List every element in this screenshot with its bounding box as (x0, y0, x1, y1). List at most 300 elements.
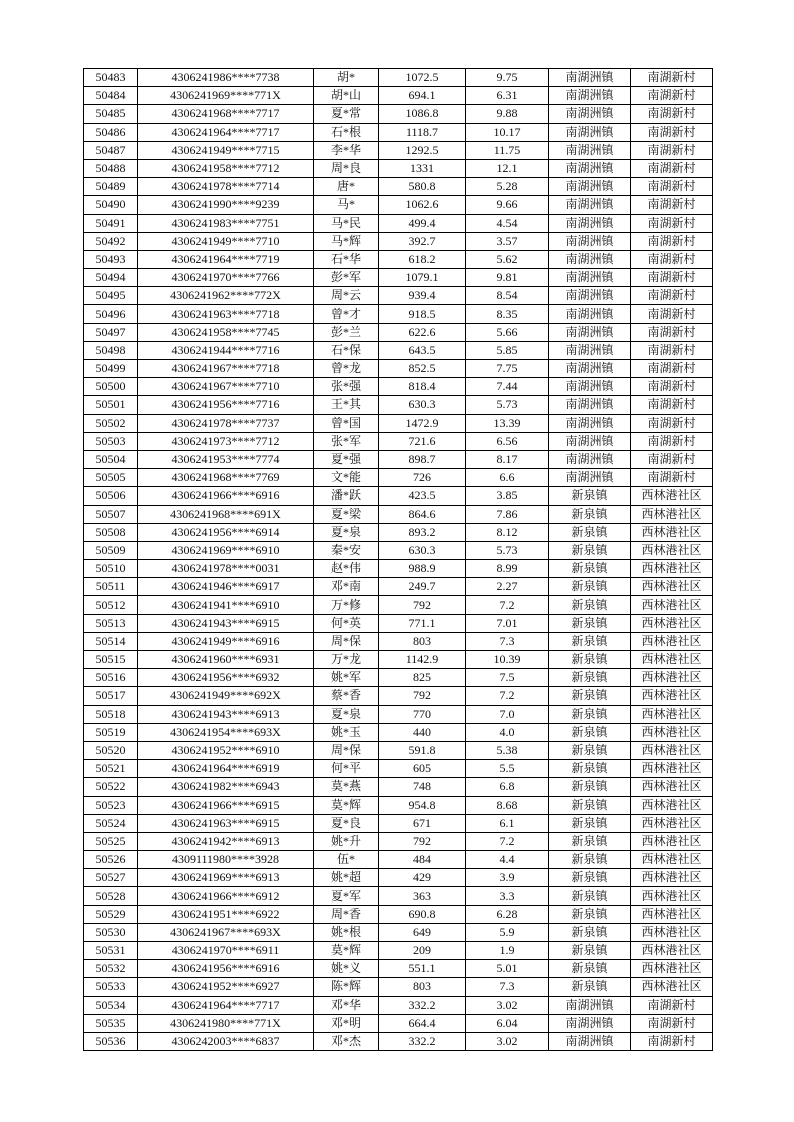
cell-seq: 50503 (84, 432, 138, 450)
cell-name: 周*云 (314, 287, 379, 305)
cell-id-number: 4306241966****6912 (138, 887, 314, 905)
cell-town: 新泉镇 (549, 869, 631, 887)
cell-seq: 50531 (84, 942, 138, 960)
cell-name: 马*辉 (314, 232, 379, 250)
cell-id-number: 4306241949****6916 (138, 632, 314, 650)
cell-amount: 726 (379, 469, 466, 487)
cell-town: 南湖洲镇 (549, 159, 631, 177)
cell-id-number: 4306241967****693X (138, 923, 314, 941)
cell-amount: 1142.9 (379, 651, 466, 669)
cell-name: 何*平 (314, 760, 379, 778)
cell-name: 文*能 (314, 469, 379, 487)
cell-village: 南湖新村 (631, 414, 713, 432)
table-row (84, 560, 713, 578)
cell-value: 9.66 (466, 196, 549, 214)
cell-seq: 50498 (84, 341, 138, 359)
cell-village: 南湖新村 (631, 159, 713, 177)
cell-value: 3.3 (466, 887, 549, 905)
cell-id-number: 4306241986****7738 (138, 69, 314, 87)
cell-id-number: 4306241978****7714 (138, 178, 314, 196)
table-row (84, 978, 713, 996)
cell-value: 7.5 (466, 669, 549, 687)
cell-amount: 1331 (379, 159, 466, 177)
cell-name: 夏*梁 (314, 505, 379, 523)
cell-village: 南湖新村 (631, 232, 713, 250)
cell-name: 胡*山 (314, 87, 379, 105)
cell-seq: 50532 (84, 960, 138, 978)
cell-seq: 50525 (84, 832, 138, 850)
cell-town: 新泉镇 (549, 832, 631, 850)
cell-value: 9.88 (466, 105, 549, 123)
cell-amount: 580.8 (379, 178, 466, 196)
cell-name: 夏*泉 (314, 523, 379, 541)
cell-seq: 50513 (84, 614, 138, 632)
cell-amount: 209 (379, 942, 466, 960)
cell-id-number: 4306241963****6915 (138, 814, 314, 832)
cell-amount: 664.4 (379, 1014, 466, 1032)
cell-seq: 50485 (84, 105, 138, 123)
cell-amount: 618.2 (379, 250, 466, 268)
table-row (84, 305, 713, 323)
cell-seq: 50505 (84, 469, 138, 487)
cell-village: 南湖新村 (631, 269, 713, 287)
cell-amount: 499.4 (379, 214, 466, 232)
cell-seq: 50522 (84, 778, 138, 796)
cell-amount: 630.3 (379, 541, 466, 559)
table-row (84, 1014, 713, 1032)
cell-value: 8.99 (466, 560, 549, 578)
cell-value: 5.28 (466, 178, 549, 196)
cell-seq: 50489 (84, 178, 138, 196)
cell-name: 夏*常 (314, 105, 379, 123)
cell-amount: 440 (379, 723, 466, 741)
table-row (84, 741, 713, 759)
cell-value: 3.57 (466, 232, 549, 250)
cell-amount: 551.1 (379, 960, 466, 978)
cell-seq: 50534 (84, 996, 138, 1014)
cell-id-number: 4306241956****6916 (138, 960, 314, 978)
cell-id-number: 4306241973****7712 (138, 432, 314, 450)
cell-value: 5.66 (466, 323, 549, 341)
table-row (84, 250, 713, 268)
cell-name: 姚*根 (314, 923, 379, 941)
cell-value: 6.31 (466, 87, 549, 105)
cell-value: 6.56 (466, 432, 549, 450)
cell-town: 新泉镇 (549, 887, 631, 905)
table-row (84, 87, 713, 105)
cell-name: 邓*华 (314, 996, 379, 1014)
cell-village: 西林港社区 (631, 960, 713, 978)
table-row (84, 614, 713, 632)
cell-value: 8.68 (466, 796, 549, 814)
cell-value: 9.75 (466, 69, 549, 87)
cell-value: 6.28 (466, 905, 549, 923)
cell-name: 彭*兰 (314, 323, 379, 341)
cell-town: 南湖洲镇 (549, 432, 631, 450)
cell-name: 邓*杰 (314, 1032, 379, 1050)
cell-amount: 792 (379, 596, 466, 614)
cell-village: 西林港社区 (631, 505, 713, 523)
cell-value: 3.02 (466, 996, 549, 1014)
cell-village: 南湖新村 (631, 341, 713, 359)
cell-name: 万*修 (314, 596, 379, 614)
cell-id-number: 4306241967****7710 (138, 378, 314, 396)
table-row (84, 996, 713, 1014)
cell-amount: 484 (379, 851, 466, 869)
cell-id-number: 4306241951****6922 (138, 905, 314, 923)
cell-id-number: 4306241942****6913 (138, 832, 314, 850)
cell-id-number: 4306241946****6917 (138, 578, 314, 596)
cell-id-number: 4306241960****6931 (138, 651, 314, 669)
cell-value: 6.1 (466, 814, 549, 832)
cell-id-number: 4306241949****7715 (138, 141, 314, 159)
cell-town: 新泉镇 (549, 905, 631, 923)
cell-amount: 893.2 (379, 523, 466, 541)
cell-amount: 770 (379, 705, 466, 723)
cell-name: 莫*辉 (314, 942, 379, 960)
cell-town: 南湖洲镇 (549, 87, 631, 105)
cell-seq: 50493 (84, 250, 138, 268)
cell-value: 4.0 (466, 723, 549, 741)
cell-seq: 50527 (84, 869, 138, 887)
table-row (84, 651, 713, 669)
cell-value: 4.54 (466, 214, 549, 232)
cell-amount: 332.2 (379, 1032, 466, 1050)
table-row (84, 505, 713, 523)
cell-id-number: 4306241970****7766 (138, 269, 314, 287)
cell-id-number: 4306241970****6911 (138, 942, 314, 960)
cell-village: 西林港社区 (631, 796, 713, 814)
cell-seq: 50484 (84, 87, 138, 105)
cell-seq: 50535 (84, 1014, 138, 1032)
cell-name: 唐* (314, 178, 379, 196)
cell-value: 8.12 (466, 523, 549, 541)
cell-amount: 643.5 (379, 341, 466, 359)
cell-amount: 1072.5 (379, 69, 466, 87)
table-row (84, 796, 713, 814)
cell-id-number: 4306241966****6915 (138, 796, 314, 814)
cell-id-number: 4306241944****7716 (138, 341, 314, 359)
table-row (84, 723, 713, 741)
table-row (84, 360, 713, 378)
cell-amount: 771.1 (379, 614, 466, 632)
cell-amount: 1086.8 (379, 105, 466, 123)
cell-name: 石*根 (314, 123, 379, 141)
cell-amount: 1062.6 (379, 196, 466, 214)
cell-town: 南湖洲镇 (549, 414, 631, 432)
table-row (84, 760, 713, 778)
cell-town: 新泉镇 (549, 851, 631, 869)
cell-amount: 694.1 (379, 87, 466, 105)
cell-town: 新泉镇 (549, 741, 631, 759)
cell-name: 姚*升 (314, 832, 379, 850)
cell-id-number: 4306241968****691X (138, 505, 314, 523)
cell-town: 南湖洲镇 (549, 69, 631, 87)
cell-town: 新泉镇 (549, 560, 631, 578)
cell-seq: 50524 (84, 814, 138, 832)
cell-name: 马*民 (314, 214, 379, 232)
cell-seq: 50526 (84, 851, 138, 869)
cell-amount: 1292.5 (379, 141, 466, 159)
cell-seq: 50521 (84, 760, 138, 778)
cell-value: 2.27 (466, 578, 549, 596)
cell-name: 王*其 (314, 396, 379, 414)
cell-amount: 721.6 (379, 432, 466, 450)
cell-name: 夏*强 (314, 450, 379, 468)
cell-seq: 50515 (84, 651, 138, 669)
cell-name: 姚*玉 (314, 723, 379, 741)
cell-name: 张*军 (314, 432, 379, 450)
cell-value: 5.73 (466, 396, 549, 414)
table-row (84, 687, 713, 705)
cell-village: 南湖新村 (631, 996, 713, 1014)
cell-name: 秦*安 (314, 541, 379, 559)
cell-amount: 249.7 (379, 578, 466, 596)
cell-seq: 50500 (84, 378, 138, 396)
cell-village: 南湖新村 (631, 360, 713, 378)
cell-town: 南湖洲镇 (549, 141, 631, 159)
table-row (84, 287, 713, 305)
table-row (84, 269, 713, 287)
cell-name: 周*香 (314, 905, 379, 923)
cell-village: 南湖新村 (631, 305, 713, 323)
cell-value: 5.62 (466, 250, 549, 268)
cell-seq: 50497 (84, 323, 138, 341)
table-row (84, 778, 713, 796)
cell-seq: 50486 (84, 123, 138, 141)
table-row (84, 1032, 713, 1050)
cell-seq: 50516 (84, 669, 138, 687)
cell-seq: 50492 (84, 232, 138, 250)
cell-name: 莫*燕 (314, 778, 379, 796)
cell-seq: 50514 (84, 632, 138, 650)
table-row (84, 851, 713, 869)
cell-village: 西林港社区 (631, 523, 713, 541)
cell-town: 南湖洲镇 (549, 996, 631, 1014)
cell-town: 南湖洲镇 (549, 360, 631, 378)
cell-id-number: 4306241969****771X (138, 87, 314, 105)
cell-seq: 50530 (84, 923, 138, 941)
cell-value: 7.01 (466, 614, 549, 632)
cell-village: 南湖新村 (631, 469, 713, 487)
cell-town: 新泉镇 (549, 923, 631, 941)
cell-amount: 954.8 (379, 796, 466, 814)
cell-id-number: 4306241943****6913 (138, 705, 314, 723)
cell-value: 6.04 (466, 1014, 549, 1032)
cell-town: 南湖洲镇 (549, 1032, 631, 1050)
cell-town: 新泉镇 (549, 632, 631, 650)
cell-village: 南湖新村 (631, 432, 713, 450)
cell-town: 新泉镇 (549, 596, 631, 614)
cell-amount: 803 (379, 632, 466, 650)
cell-village: 西林港社区 (631, 541, 713, 559)
cell-seq: 50499 (84, 360, 138, 378)
cell-town: 南湖洲镇 (549, 378, 631, 396)
cell-value: 8.54 (466, 287, 549, 305)
cell-seq: 50536 (84, 1032, 138, 1050)
cell-town: 新泉镇 (549, 669, 631, 687)
cell-town: 新泉镇 (549, 778, 631, 796)
cell-town: 南湖洲镇 (549, 105, 631, 123)
cell-amount: 630.3 (379, 396, 466, 414)
cell-amount: 818.4 (379, 378, 466, 396)
cell-town: 新泉镇 (549, 814, 631, 832)
cell-amount: 988.9 (379, 560, 466, 578)
table-row (84, 596, 713, 614)
table-row (84, 414, 713, 432)
cell-village: 南湖新村 (631, 396, 713, 414)
cell-name: 夏*军 (314, 887, 379, 905)
cell-amount: 423.5 (379, 487, 466, 505)
cell-village: 南湖新村 (631, 105, 713, 123)
cell-value: 7.0 (466, 705, 549, 723)
cell-value: 5.73 (466, 541, 549, 559)
cell-amount: 748 (379, 778, 466, 796)
cell-id-number: 4306241964****7719 (138, 250, 314, 268)
cell-amount: 332.2 (379, 996, 466, 1014)
cell-value: 7.3 (466, 632, 549, 650)
cell-id-number: 4306241958****7712 (138, 159, 314, 177)
cell-seq: 50488 (84, 159, 138, 177)
cell-name: 万*龙 (314, 651, 379, 669)
cell-village: 西林港社区 (631, 632, 713, 650)
cell-id-number: 4306241964****7717 (138, 123, 314, 141)
cell-seq: 50490 (84, 196, 138, 214)
cell-amount: 864.6 (379, 505, 466, 523)
cell-name: 赵*伟 (314, 560, 379, 578)
cell-village: 南湖新村 (631, 141, 713, 159)
cell-value: 7.86 (466, 505, 549, 523)
cell-town: 新泉镇 (549, 523, 631, 541)
cell-village: 南湖新村 (631, 123, 713, 141)
cell-town: 新泉镇 (549, 796, 631, 814)
cell-town: 新泉镇 (549, 505, 631, 523)
cell-amount: 918.5 (379, 305, 466, 323)
cell-value: 4.4 (466, 851, 549, 869)
cell-id-number: 4306241949****692X (138, 687, 314, 705)
cell-town: 新泉镇 (549, 723, 631, 741)
cell-name: 胡* (314, 69, 379, 87)
cell-name: 马* (314, 196, 379, 214)
cell-village: 西林港社区 (631, 687, 713, 705)
cell-value: 8.17 (466, 450, 549, 468)
cell-name: 曾*国 (314, 414, 379, 432)
cell-id-number: 4306241952****6910 (138, 741, 314, 759)
table-row (84, 487, 713, 505)
cell-value: 5.01 (466, 960, 549, 978)
table-row (84, 541, 713, 559)
cell-amount: 690.8 (379, 905, 466, 923)
cell-seq: 50502 (84, 414, 138, 432)
cell-id-number: 4306241956****7716 (138, 396, 314, 414)
cell-value: 5.9 (466, 923, 549, 941)
table-row (84, 869, 713, 887)
cell-value: 13.39 (466, 414, 549, 432)
cell-village: 西林港社区 (631, 887, 713, 905)
cell-village: 南湖新村 (631, 287, 713, 305)
cell-id-number: 4306241964****6919 (138, 760, 314, 778)
cell-village: 西林港社区 (631, 578, 713, 596)
cell-village: 南湖新村 (631, 323, 713, 341)
table-row (84, 632, 713, 650)
cell-village: 西林港社区 (631, 978, 713, 996)
cell-value: 7.75 (466, 360, 549, 378)
cell-seq: 50510 (84, 560, 138, 578)
cell-id-number: 4306241956****6914 (138, 523, 314, 541)
cell-name: 彭*军 (314, 269, 379, 287)
cell-village: 南湖新村 (631, 378, 713, 396)
cell-town: 南湖洲镇 (549, 1014, 631, 1032)
table-row (84, 396, 713, 414)
cell-name: 伍* (314, 851, 379, 869)
cell-value: 7.44 (466, 378, 549, 396)
cell-seq: 50517 (84, 687, 138, 705)
table-row (84, 432, 713, 450)
cell-name: 姚*超 (314, 869, 379, 887)
table-row (84, 960, 713, 978)
cell-amount: 591.8 (379, 741, 466, 759)
cell-village: 南湖新村 (631, 1014, 713, 1032)
cell-amount: 363 (379, 887, 466, 905)
cell-village: 西林港社区 (631, 723, 713, 741)
cell-town: 南湖洲镇 (549, 450, 631, 468)
cell-name: 潘*跃 (314, 487, 379, 505)
cell-seq: 50494 (84, 269, 138, 287)
cell-seq: 50512 (84, 596, 138, 614)
cell-seq: 50506 (84, 487, 138, 505)
cell-seq: 50508 (84, 523, 138, 541)
cell-name: 莫*辉 (314, 796, 379, 814)
cell-id-number: 4306241956****6932 (138, 669, 314, 687)
cell-id-number: 4306241978****0031 (138, 560, 314, 578)
cell-amount: 825 (379, 669, 466, 687)
cell-village: 南湖新村 (631, 214, 713, 232)
cell-value: 10.17 (466, 123, 549, 141)
cell-amount: 429 (379, 869, 466, 887)
cell-seq: 50487 (84, 141, 138, 159)
cell-id-number: 4306241964****7717 (138, 996, 314, 1014)
cell-id-number: 4306241969****6913 (138, 869, 314, 887)
cell-village: 西林港社区 (631, 942, 713, 960)
cell-seq: 50507 (84, 505, 138, 523)
cell-name: 姚*军 (314, 669, 379, 687)
cell-value: 10.39 (466, 651, 549, 669)
cell-id-number: 4306241983****7751 (138, 214, 314, 232)
cell-town: 南湖洲镇 (549, 178, 631, 196)
cell-amount: 671 (379, 814, 466, 832)
cell-village: 西林港社区 (631, 778, 713, 796)
cell-value: 5.5 (466, 760, 549, 778)
table-row (84, 705, 713, 723)
cell-id-number: 4306241982****6943 (138, 778, 314, 796)
cell-village: 西林港社区 (631, 614, 713, 632)
table-row (84, 469, 713, 487)
cell-town: 南湖洲镇 (549, 232, 631, 250)
cell-amount: 792 (379, 687, 466, 705)
cell-id-number: 4306241941****6910 (138, 596, 314, 614)
cell-value: 3.9 (466, 869, 549, 887)
cell-value: 1.9 (466, 942, 549, 960)
cell-name: 蔡*香 (314, 687, 379, 705)
cell-seq: 50523 (84, 796, 138, 814)
cell-value: 11.75 (466, 141, 549, 159)
cell-town: 新泉镇 (549, 578, 631, 596)
cell-value: 5.85 (466, 341, 549, 359)
cell-name: 李*华 (314, 141, 379, 159)
cell-id-number: 4306241962****772X (138, 287, 314, 305)
cell-village: 南湖新村 (631, 178, 713, 196)
cell-seq: 50483 (84, 69, 138, 87)
